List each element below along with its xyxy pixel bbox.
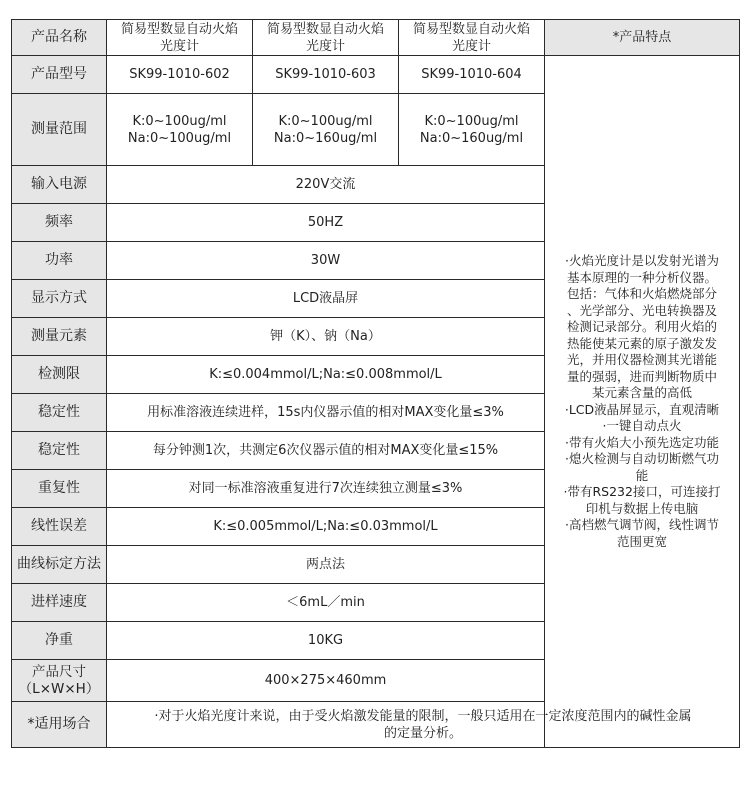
spec-table <box>11 19 740 748</box>
model-cell: SK99-1010-603 <box>253 56 399 94</box>
row-model <box>12 56 740 94</box>
product-name-cell: 简易型数显自动火焰 光度计 <box>399 20 545 56</box>
row-value: 50HZ <box>107 204 545 242</box>
row-value: 10KG <box>107 622 545 660</box>
row-value: 30W <box>107 242 545 280</box>
row-value: 每分钟测1次，共测定6次仪器示值的相对MAX变化量≤15% <box>107 432 545 470</box>
row-label: 产品型号 <box>12 56 107 94</box>
row-label: 输入电源 <box>12 166 107 204</box>
row-value: K:≤0.005mmol/L;Na:≤0.03mmol/L <box>107 508 545 546</box>
range-cell: K:0~100ug/ml Na:0~160ug/ml <box>399 94 545 166</box>
row-value: LCD液晶屏 <box>107 280 545 318</box>
row-value: K:≤0.004mmol/L;Na:≤0.008mmol/L <box>107 356 545 394</box>
row-label: 频率 <box>12 204 107 242</box>
range-cell: K:0~100ug/ml Na:0~160ug/ml <box>253 94 399 166</box>
row-value: ＜6mL／min <box>107 584 545 622</box>
row-value: 用标准溶液连续进样，15s内仪器示值的相对MAX变化量≤3% <box>107 394 545 432</box>
row-label: 测量范围 <box>12 94 107 166</box>
row-usage <box>12 702 740 748</box>
row-value: 400×275×460mm <box>107 660 545 702</box>
model-cell: SK99-1010-604 <box>399 56 545 94</box>
row-label: 功率 <box>12 242 107 280</box>
row-value: 对同一标准溶液重复进行7次连续独立测量≤3% <box>107 470 545 508</box>
usage-text: ·对于火焰光度计来说，由于受火焰激发能量的限制，一般只适用在一定浓度范围内的碱性金属 的定量分析。 <box>107 702 740 748</box>
row-label: 产品尺寸 （L×W×H） <box>12 660 107 702</box>
model-cell: SK99-1010-602 <box>107 56 253 94</box>
row-label: 检测限 <box>12 356 107 394</box>
range-cell: K:0~100ug/ml Na:0~100ug/ml <box>107 94 253 166</box>
row-product-name <box>12 20 740 56</box>
row-value: 220V交流 <box>107 166 545 204</box>
features-header: *产品特点 <box>545 20 740 56</box>
row-label: 曲线标定方法 <box>12 546 107 584</box>
row-value: 两点法 <box>107 546 545 584</box>
row-label: 产品名称 <box>12 20 107 56</box>
product-name-cell: 简易型数显自动火焰 光度计 <box>107 20 253 56</box>
row-label: 显示方式 <box>12 280 107 318</box>
row-label: 稳定性 <box>12 432 107 470</box>
row-label: 线性误差 <box>12 508 107 546</box>
product-name-cell: 简易型数显自动火焰 光度计 <box>253 20 399 56</box>
row-label: 稳定性 <box>12 394 107 432</box>
row-label: 进样速度 <box>12 584 107 622</box>
row-label: 净重 <box>12 622 107 660</box>
features-cell: ·火焰光度计是以发射光谱为 基本原理的一种分析仪器。 包括：气体和火焰燃烧部分 、光学部分、光电转换器及 检测记录部分。利用火焰的 热能使某元素的原子激发发 光，并用仪器检测其光谱能 量的强弱，进而判断物质中 某元素含量的高低 ·LCD液晶屏显示，直观清晰 ·一键自动点火 ·带有火焰大小预先选定功能 ·熄火检测与自动切断燃气功 能 ·带有RS232接口，可连接打 印机与数据上传电脑 ·高档燃气调节阀，线性调节 范围更宽 <box>545 56 740 748</box>
row-label: 测量元素 <box>12 318 107 356</box>
row-label: *适用场合 <box>12 702 107 748</box>
row-value: 钾（K）、钠（Na） <box>107 318 545 356</box>
row-label: 重复性 <box>12 470 107 508</box>
